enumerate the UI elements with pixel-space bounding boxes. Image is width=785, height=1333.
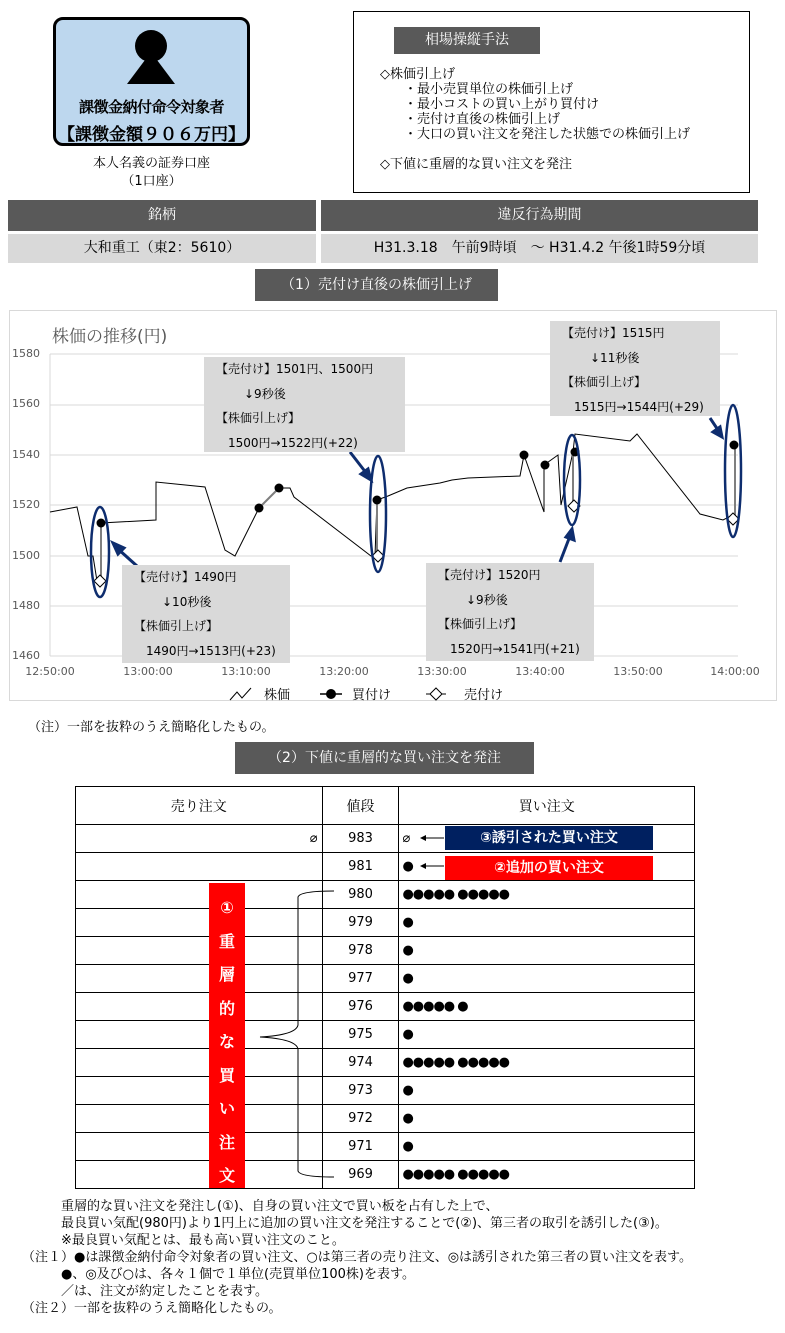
legend-price: 株価 [264, 688, 291, 703]
induced-order-label: ③誘引された買い注文 [445, 826, 653, 850]
price-cell: 979 [322, 909, 399, 937]
buy-cell: ● [399, 1105, 695, 1133]
price-cell: 981 [322, 853, 399, 881]
table-row [76, 993, 695, 1021]
label-char: 的 [218, 998, 235, 1018]
x-tick: 14:00:00 [710, 665, 760, 678]
note1 [0, 1249, 785, 1266]
label-char: な [218, 1032, 235, 1051]
table-header-row [76, 787, 695, 825]
y-tick: 1580 [12, 347, 40, 360]
y-tick: 1460 [12, 649, 40, 662]
header-buy: 買い注文 [399, 787, 695, 825]
price-line [50, 434, 735, 581]
buy-cell: ● [399, 909, 695, 937]
price-cell: 976 [322, 993, 399, 1021]
callout-1 [122, 565, 290, 663]
buy-markers [97, 441, 739, 528]
buy-cell: ● [399, 1077, 695, 1105]
buy-cell: ● [399, 853, 695, 881]
y-tick: 1540 [12, 448, 40, 461]
stock-value: 大和重工（東2：5610） [8, 234, 316, 263]
subject-title: 課徴金納付命令対象者 [78, 98, 224, 116]
note1-line: ／は、注文が約定したことを表す。 [61, 1284, 268, 1299]
note1-line: ●は課徴金納付命令対象者の買い注文、○は第三者の売り注文、◎は誘引された第三者の買い注文を表す。 [74, 1250, 693, 1265]
price-cell: 971 [322, 1133, 399, 1161]
callout-line: 【株価引上げ】 [562, 375, 647, 389]
buy-cell: ⌀ [399, 825, 695, 853]
table-row [76, 1021, 695, 1049]
callout-line: 【売付け】1501円、1500円 [216, 362, 374, 376]
callout-line: 【株価引上げ】 [216, 411, 301, 425]
header-sell: 売り注文 [76, 787, 323, 825]
label-char: 買 [218, 1065, 235, 1085]
method-item: ◇下値に重層的な買い注文を発注 [380, 157, 572, 172]
label-arrows [418, 830, 446, 870]
label-char: い [218, 1099, 235, 1118]
callout-line: ↓9秒後 [244, 386, 286, 401]
y-tick: 1500 [12, 549, 40, 562]
table-row [76, 909, 695, 937]
x-tick: 13:00:00 [123, 665, 173, 678]
stock-header: 銘柄 [8, 200, 316, 231]
penalty-amount: 【課徴金額９０６万円】 [58, 125, 245, 145]
account-line1: 本人名義の証券口座 [92, 156, 210, 171]
table-row [76, 1133, 695, 1161]
price-cell: 977 [322, 965, 399, 993]
price-cell: 974 [322, 1049, 399, 1077]
section2-title: （2）下値に重層的な買い注文を発注 [235, 742, 534, 774]
x-tick: 13:50:00 [613, 665, 663, 678]
x-tick: 13:30:00 [417, 665, 467, 678]
callout-line: 1515円→1544円(+29) [574, 399, 704, 414]
callout-line: 【株価引上げ】 [134, 619, 219, 633]
layered-order-label [209, 883, 245, 1188]
method-title: 相場操縦手法 [394, 27, 540, 54]
account-line2: （1口座） [121, 174, 182, 189]
callout-line: 【売付け】1490円 [134, 570, 237, 584]
table-row [76, 1049, 695, 1077]
note1-line: ●、◎及び○は、各々１個で１単位(売買単位100株)を表す。 [61, 1267, 415, 1282]
sell-cell: ⌀ [76, 825, 323, 853]
method-item: ・最小売買単位の株価引上げ [404, 82, 574, 97]
method-item: ・売付け直後の株価引上げ [404, 112, 561, 127]
method-item: ◇株価引上げ [380, 67, 455, 82]
callout-3 [426, 563, 594, 661]
footer-line: 最良買い気配(980円)より1円上に追加の買い注文を発注することで(②)、第三者の取引を誘引した(③)。 [61, 1216, 668, 1231]
buy-cell: ● [399, 1133, 695, 1161]
y-tick: 1520 [12, 498, 40, 511]
buy-cell: ● [399, 1021, 695, 1049]
price-cell: 978 [322, 937, 399, 965]
price-cell: 983 [322, 825, 399, 853]
y-tick: 1480 [12, 599, 40, 612]
method-item: ・大口の買い注文を発注した状態での株価引上げ [404, 127, 691, 142]
buy-cell: ●●●●● ● [399, 993, 695, 1021]
table-row [76, 937, 695, 965]
chart-title: 株価の推移(円) [52, 327, 168, 347]
label-char: 層 [218, 965, 235, 984]
callout-line: ↓11秒後 [590, 350, 640, 365]
sell-cell [76, 853, 323, 881]
legend-sell: 売付け [464, 688, 504, 703]
period-header: 違反行為期間 [321, 200, 758, 231]
callout-line: 1490円→1513円(+23) [146, 643, 276, 658]
legend-sell-icon [425, 686, 447, 702]
table-row [76, 1161, 695, 1189]
table-row [76, 1105, 695, 1133]
callout-line: ↓10秒後 [162, 594, 212, 609]
brace-icon [250, 885, 340, 1185]
table-row [76, 881, 695, 909]
callout-4 [550, 321, 720, 416]
callout-line: ↓9秒後 [466, 592, 508, 607]
price-cell: 980 [322, 881, 399, 909]
footer-notes [0, 1198, 785, 1317]
price-cell: 969 [322, 1161, 399, 1189]
buy-cell: ●●●●● ●●●●● [399, 881, 695, 909]
note1-prefix: （注１） [22, 1250, 75, 1265]
buy-cell: ●●●●● ●●●●● [399, 1161, 695, 1189]
note2: （注２）一部を抜粋のうえ簡略化したもの。 [22, 1301, 282, 1316]
callout-line: 【売付け】1520円 [438, 568, 541, 582]
period-value: H31.3.18 午前9時頃 ～ H31.4.2 午後1時59分頃 [321, 234, 758, 263]
callout-2 [204, 357, 405, 452]
label-char: 文 [218, 1166, 235, 1185]
chart-note: （注）一部を抜粋のうえ簡略化したもの。 [28, 720, 275, 735]
legend-buy-icon [318, 686, 344, 702]
buy-cell: ●●●●● ●●●●● [399, 1049, 695, 1077]
table-row [76, 965, 695, 993]
price-cell: 973 [322, 1077, 399, 1105]
footer-line: ※最良買い気配とは、最も高い買い注文のこと。 [61, 1233, 345, 1248]
label-char: 注 [218, 1132, 235, 1152]
x-tick: 12:50:00 [25, 665, 75, 678]
x-tick: 13:40:00 [515, 665, 565, 678]
callout-line: 1500円→1522円(+22) [228, 435, 358, 450]
label-char: ① [220, 898, 234, 917]
legend-line-icon [228, 686, 254, 702]
footer-line: 重層的な買い注文を発注し(①)、自身の買い注文で買い板を占有した上で、 [61, 1199, 499, 1214]
y-tick: 1560 [12, 397, 40, 410]
buy-cell: ● [399, 965, 695, 993]
legend-buy: 買付け [352, 688, 392, 703]
x-tick: 13:20:00 [319, 665, 369, 678]
header-price: 値段 [322, 787, 399, 825]
method-item: ・最小コストの買い上がり買付け [404, 97, 600, 112]
table-row [76, 1077, 695, 1105]
callout-line: 1520円→1541円(+21) [450, 641, 580, 656]
buy-cell: ● [399, 937, 695, 965]
price-cell: 975 [322, 1021, 399, 1049]
price-cell: 972 [322, 1105, 399, 1133]
callout-line: 【売付け】1515円 [562, 326, 665, 340]
callout-line: 【株価引上げ】 [438, 617, 523, 631]
additional-order-label: ②追加の買い注文 [445, 856, 653, 880]
label-char: 重 [218, 931, 235, 951]
section1-title: （1）売付け直後の株価引上げ [255, 269, 498, 301]
x-tick: 13:10:00 [221, 665, 271, 678]
